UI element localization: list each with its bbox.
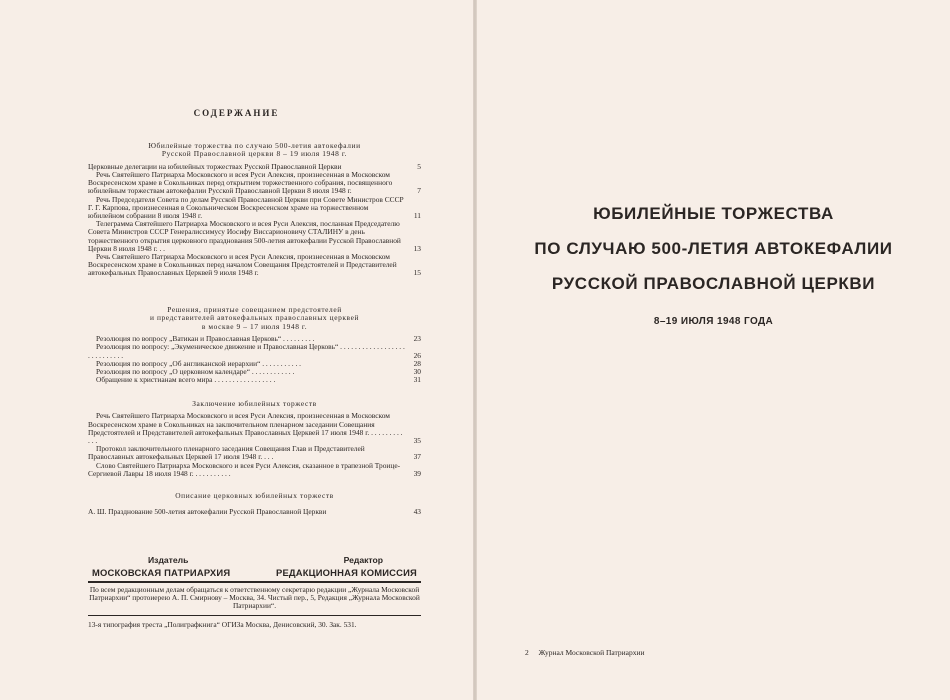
toc-entry[interactable]: Слово Святейшего Патриарха Московского и всея Руси Алексия, сказанное в трапезной Троице-Сергиевой Лавры 18 июля 1948 г. . . . . . . . . . . 39 (88, 460, 421, 478)
toc-entry[interactable]: Телеграмма Святейшего Патриарха Московского и всея Руси Алексия, посланная Председателю Совета Министров СССР Генералиссимусу Иосифу Виссарионовичу СТАЛИНУ в день торжественного открытия церковного празднования 500-летия автокефалии Русской Православной Церкви 8 июля 1948 г. . . 13 (88, 219, 421, 253)
toc-entry[interactable]: Речь Святейшего Патриарха Московского и всея Руси Алексия, произнесенная в Московском Воскресенском храме в Сокольниках перед началом Совещания Предстоятелей и Представителей автокефальных Православных Церквей 9 июля 1948 г. 15 (88, 252, 421, 278)
editor-name: РЕДАКЦИОННАЯ КОМИССИЯ (276, 567, 417, 578)
book-title: ЮБИЛЕЙНЫЕ ТОРЖЕСТВА ПО СЛУЧАЮ 500-ЛЕТИЯ АВТОКЕФАЛИИ РУССКОЙ ПРАВОСЛАВНОЙ ЦЕРКВИ (534, 204, 893, 293)
section-heading: Заключение юбилейных торжеств (192, 399, 317, 408)
toc-entry[interactable]: А. Ш. Празднование 500-летия автокефалии Русской Православной Церкви 43 (88, 507, 421, 517)
publisher-name: МОСКОВСКАЯ ПАТРИАРХИЯ (92, 567, 231, 578)
toc-title: СОДЕРЖАНИЕ (193, 108, 280, 118)
event-dates: 8–19 ИЮЛЯ 1948 ГОДА (653, 316, 774, 327)
right-page (477, 0, 950, 700)
toc-entry[interactable]: Речь Святейшего Патриарха Московского и всея Руси Алексия, произнесенная в Московском Воскресенском храме в Сокольниках перед открытием торжественного собрания, посвященного юбилейным торжествам автокефалии Русской Православной Церкви 8 июля 1948 г. 7 (88, 170, 421, 196)
toc-entry[interactable]: Речь Святейшего Патриарха Московского и всея Руси Алексия, произнесенная в Московском Воскресенском храме в Сокольниках на заключительном пленарном заседании Совещания Предстоятелей и Представителей автокефальных Православных Церквей 17 июля 1948 г. . . . . . . . . . . . . 35 (88, 411, 421, 446)
imprint-rule (88, 615, 421, 616)
toc-entry[interactable]: Резолюция по вопросу „Об англиканской иерархии“ . . . . . . . . . . . 28 (96, 358, 421, 368)
page-footer (525, 648, 645, 657)
toc-entry[interactable]: Резолюция по вопросу „О церковном календаре“ . . . . . . . . . . . . 30 (96, 367, 421, 377)
toc-entry[interactable]: Церковные делегации на юбилейных торжествах Русской Православной Церкви 5 (88, 161, 421, 171)
publisher-label: Издатель (148, 555, 189, 565)
section-heading: Описание церковных юбилейных торжеств (175, 491, 334, 500)
toc-entry[interactable]: Резолюция по вопросу „Ватикан и Православная Церковь“ . . . . . . . . . 23 (96, 334, 421, 344)
toc-section-4 (88, 492, 421, 517)
section-heading: Юбилейные торжества по случаю 500-летия автокефалии Русской Православной церкви 8 – 19 июля 1948 г. (148, 141, 361, 159)
toc-entry[interactable]: Протокол заключительного пленарного заседания Совещания Глав и Представителей Православных автокефальных Церквей 17 июля 1948 г. . . . 37 (88, 444, 421, 462)
toc-entry[interactable]: Обращение к христианам всего мира . . . . . . . . . . . . . . . . . 31 (96, 375, 421, 385)
section-heading: Решения, принятые совещанием предстоятелей и представителей автокефальных православных церквей в москве 9 – 17 июля 1948 г. (149, 305, 360, 331)
toc-entry[interactable]: Резолюция по вопросу: „Экуменическое движение и Православная Церковь“ . . . . . . . . . . . . . . . . . . . . . . . . . . . . 26 (88, 342, 421, 360)
toc-section-2 (88, 306, 421, 384)
left-page (0, 0, 473, 700)
editorial-contact: По всем редакционным делам обращаться к ответственному секретарю редакции „Журнала Московской Патриархии“ протоиерею А. П. Смирнову – Москва, 34. Чистый пер., 5, Редакция „Журнала Московской Патриархии“. (89, 585, 420, 611)
journal-name: Журнал Московской Патриархии (538, 648, 645, 657)
printing-house: 13-я типография треста „Полиграфкнига“ ОГИЗа Москва, Денисовский, 30. Зак. 531. (88, 619, 357, 629)
toc-entry[interactable]: Речь Председателя Совета по делам Русской Православной Церкви при Совете Министров СССР Г. Г. Карпова, произнесенная в Сокольническом Воскресенском храме на торжественном юбилейном собрании 8 июля 1948 г. 11 (88, 194, 421, 221)
page-number: 2 (525, 648, 529, 657)
editor-label: Редактор (343, 555, 383, 565)
imprint (88, 555, 421, 629)
toc-section-3 (88, 400, 421, 478)
imprint-rule (88, 581, 421, 583)
toc-section-1 (88, 142, 421, 278)
